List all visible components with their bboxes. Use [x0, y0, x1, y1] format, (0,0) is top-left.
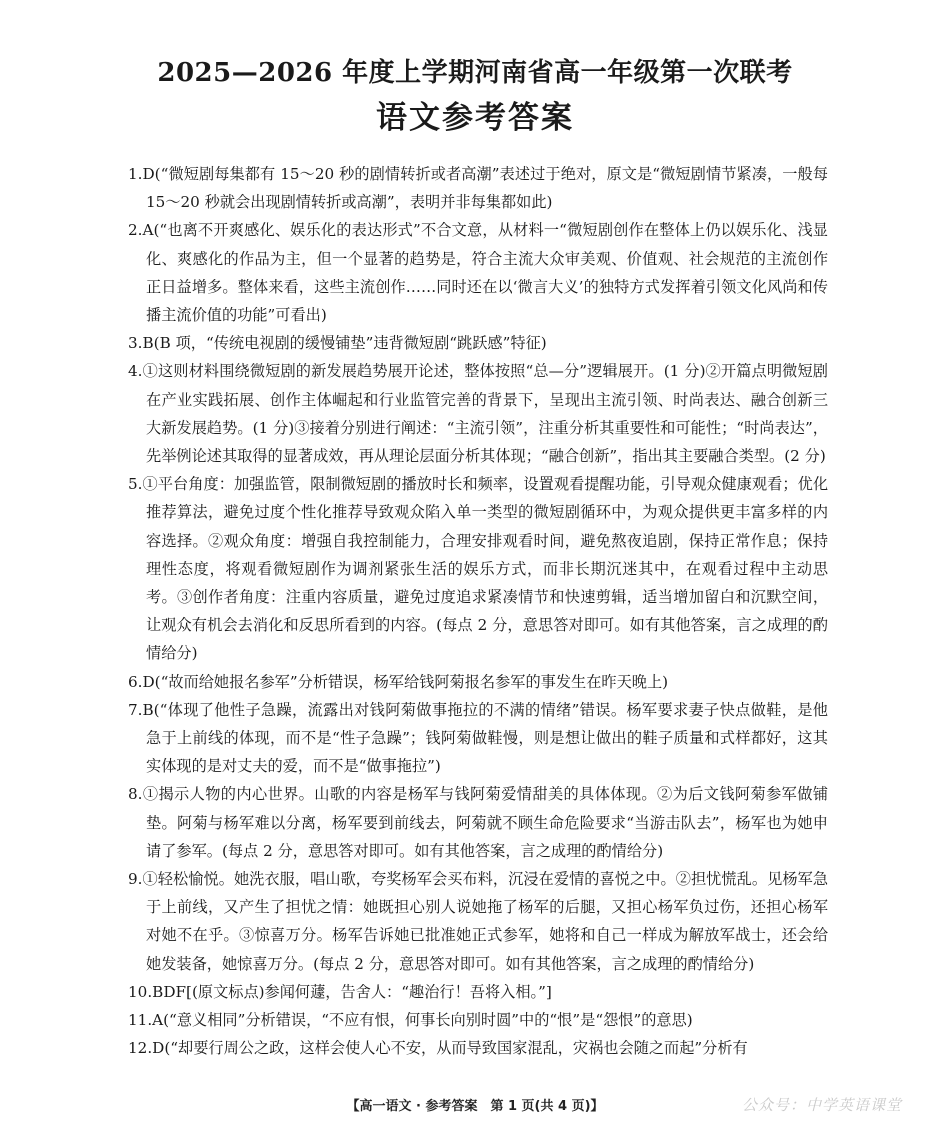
answer-text: BDF[(原文标点)参闻何蘧，告舍人：“趣治行！吾将入相。”] [152, 982, 552, 1001]
answer-text: B(B 项，“传统电视剧的缓慢铺垫”违背微短剧“跳跃感”特征) [142, 334, 547, 353]
answer-item-5 [128, 470, 828, 667]
answer-number: 2. [128, 221, 143, 240]
answer-text: ①平台角度：加强监管，限制微短剧的播放时长和频率，设置观看提醒功能，引导观众健康观看；优化推荐算法，避免过度个性化推荐导致观众陷入单一类型的微短剧循环中，为观众提供更丰富多样的内容选择。②观众角度：增强自我控制能力，合理安排观看时间，避免熬夜追剧，保持正常作息；保持理性态度，将观看微短剧作为调剂紧张生活的娱乐方式，而非长期沉迷其中，在观看过程中主动思考。③创作者角度：注重内容质量，避免过度追求紧凑情节和快速剪辑，适当增加留白和沉默空间，让观众有机会去消化和反思所看到的内容。(每点 2 分，意思答对即可。如有其他答案，言之成理的酌情给分) [142, 475, 828, 663]
answer-text: D(“故而给她报名参军”分析错误，杨军给钱阿菊报名参军的事发生在昨天晚上) [142, 672, 669, 691]
answer-number: 1. [128, 165, 143, 183]
answer-item-3 [128, 329, 828, 357]
exam-title: 2025—2026 年度上学期河南省高一年级第一次联考 [157, 58, 793, 88]
answer-number: 8. [128, 785, 143, 804]
answer-number: 10. [128, 982, 153, 1001]
answer-number: 9. [128, 870, 143, 889]
answer-text: A(“意义相同”分析错误，“不应有恨，何事长向别时圆”中的“恨”是“怨恨”的意思) [152, 1011, 693, 1030]
answer-item-4 [128, 357, 828, 470]
answer-text: ①这则材料围绕微短剧的新发展趋势展开论述，整体按照“总—分”逻辑展开。(1 分)②开篇点明微短剧在产业实践拓展、创作主体崛起和行业监管完善的背景下，呈现出主流引领、时尚表达、融合创新三大新发展趋势。(1 分)③接着分别进行阐述：“主流引领”，注重分析其重要性和可能性；“时尚表达”，先举例论述其取得的显著成效，再从理论层面分析其体现；“融合创新”，指出其主要融合类型。(2 分) [142, 362, 828, 466]
answer-number: 6. [128, 672, 143, 691]
page-header [0, 56, 950, 138]
answer-item-7 [128, 696, 828, 781]
answer-text: ①轻松愉悦。她洗衣服，唱山歌，夸奖杨军会买布料，沉浸在爱情的喜悦之中。②担忧慌乱。见杨军急于上前线，又产生了担忧之情：她既担心别人说她拖了杨军的后腿，又担心杨军负过伤，还担心杨军对她不在乎。③惊喜万分。杨军告诉她已批准她正式参军，她将和自己一样成为解放军战士，还会给她发装备，她惊喜万分。(每点 2 分，意思答对即可。如有其他答案，言之成理的酌情给分) [142, 870, 828, 973]
answer-item-8 [128, 780, 828, 865]
answer-number: 4. [128, 362, 143, 381]
answer-text: D(“却要行周公之政，这样会使人心不安，从而导致国家混乱，灾祸也会随之而起”分析有 [152, 1039, 748, 1058]
answer-item-2 [128, 216, 828, 329]
answer-number: 12. [128, 1039, 153, 1058]
page-footer: 【高一语文 · 参考答案 第 1 页(共 4 页)】 [346, 1099, 604, 1114]
answer-item-11 [128, 1006, 828, 1034]
answer-number: 3. [128, 334, 143, 353]
answer-item-6 [128, 668, 828, 696]
answer-item-12 [128, 1034, 828, 1062]
answer-text: ①揭示人物的内心世界。山歌的内容是杨军与钱阿菊爱情甜美的具体体现。②为后文钱阿菊参军做铺垫。阿菊与杨军难以分离，杨军要到前线去，阿菊就不顾生命危险要求“当游击队去”，杨军也为她申请了参军。(每点 2 分，意思答对即可。如有其他答案，言之成理的酌情给分) [142, 785, 828, 860]
answer-key-title: 语文参考答案 [376, 100, 574, 136]
answer-text: D(“微短剧每集都有 15～20 秒的剧情转折或者高潮”表述过于绝对，原文是“微短剧情节紧凑，一般每 15～20 秒就会出现剧情转折或高潮”，表明并非每集都如此) [142, 165, 828, 212]
answer-text: A(“也离不开爽感化、娱乐化的表达形式”不合文意，从材料一“微短剧创作在整体上仍以娱乐化、浅显化、爽感化的作品为主，但一个显著的趋势是，符合主流大众审美观、价值观、社会规范的主流创作正日益增多。整体来看，这些主流创作……同时还在以‘微言大义’的独特方式发挥着引领文化风尚和传播主流价值的功能”可看出) [142, 221, 828, 325]
answer-number: 5. [128, 475, 143, 494]
answer-number: 11. [128, 1011, 153, 1030]
answer-item-9 [128, 865, 828, 978]
answer-item-10 [128, 978, 828, 1006]
answer-number: 7. [128, 700, 143, 719]
watermark: 公众号：中学英语课堂 [741, 1096, 902, 1114]
answer-list [128, 160, 828, 1063]
answer-text: B(“体现了他性子急躁，流露出对钱阿菊做事拖拉的不满的情绪”错误。杨军要求妻子快点做鞋，是他急于上前线的体现，而不是“性子急躁”；钱阿菊做鞋慢，则是想让做出的鞋子质量和式样都好，这其实体现的是对丈夫的爱，而不是“做事拖拉”) [142, 700, 828, 776]
answer-item-1 [128, 160, 828, 216]
